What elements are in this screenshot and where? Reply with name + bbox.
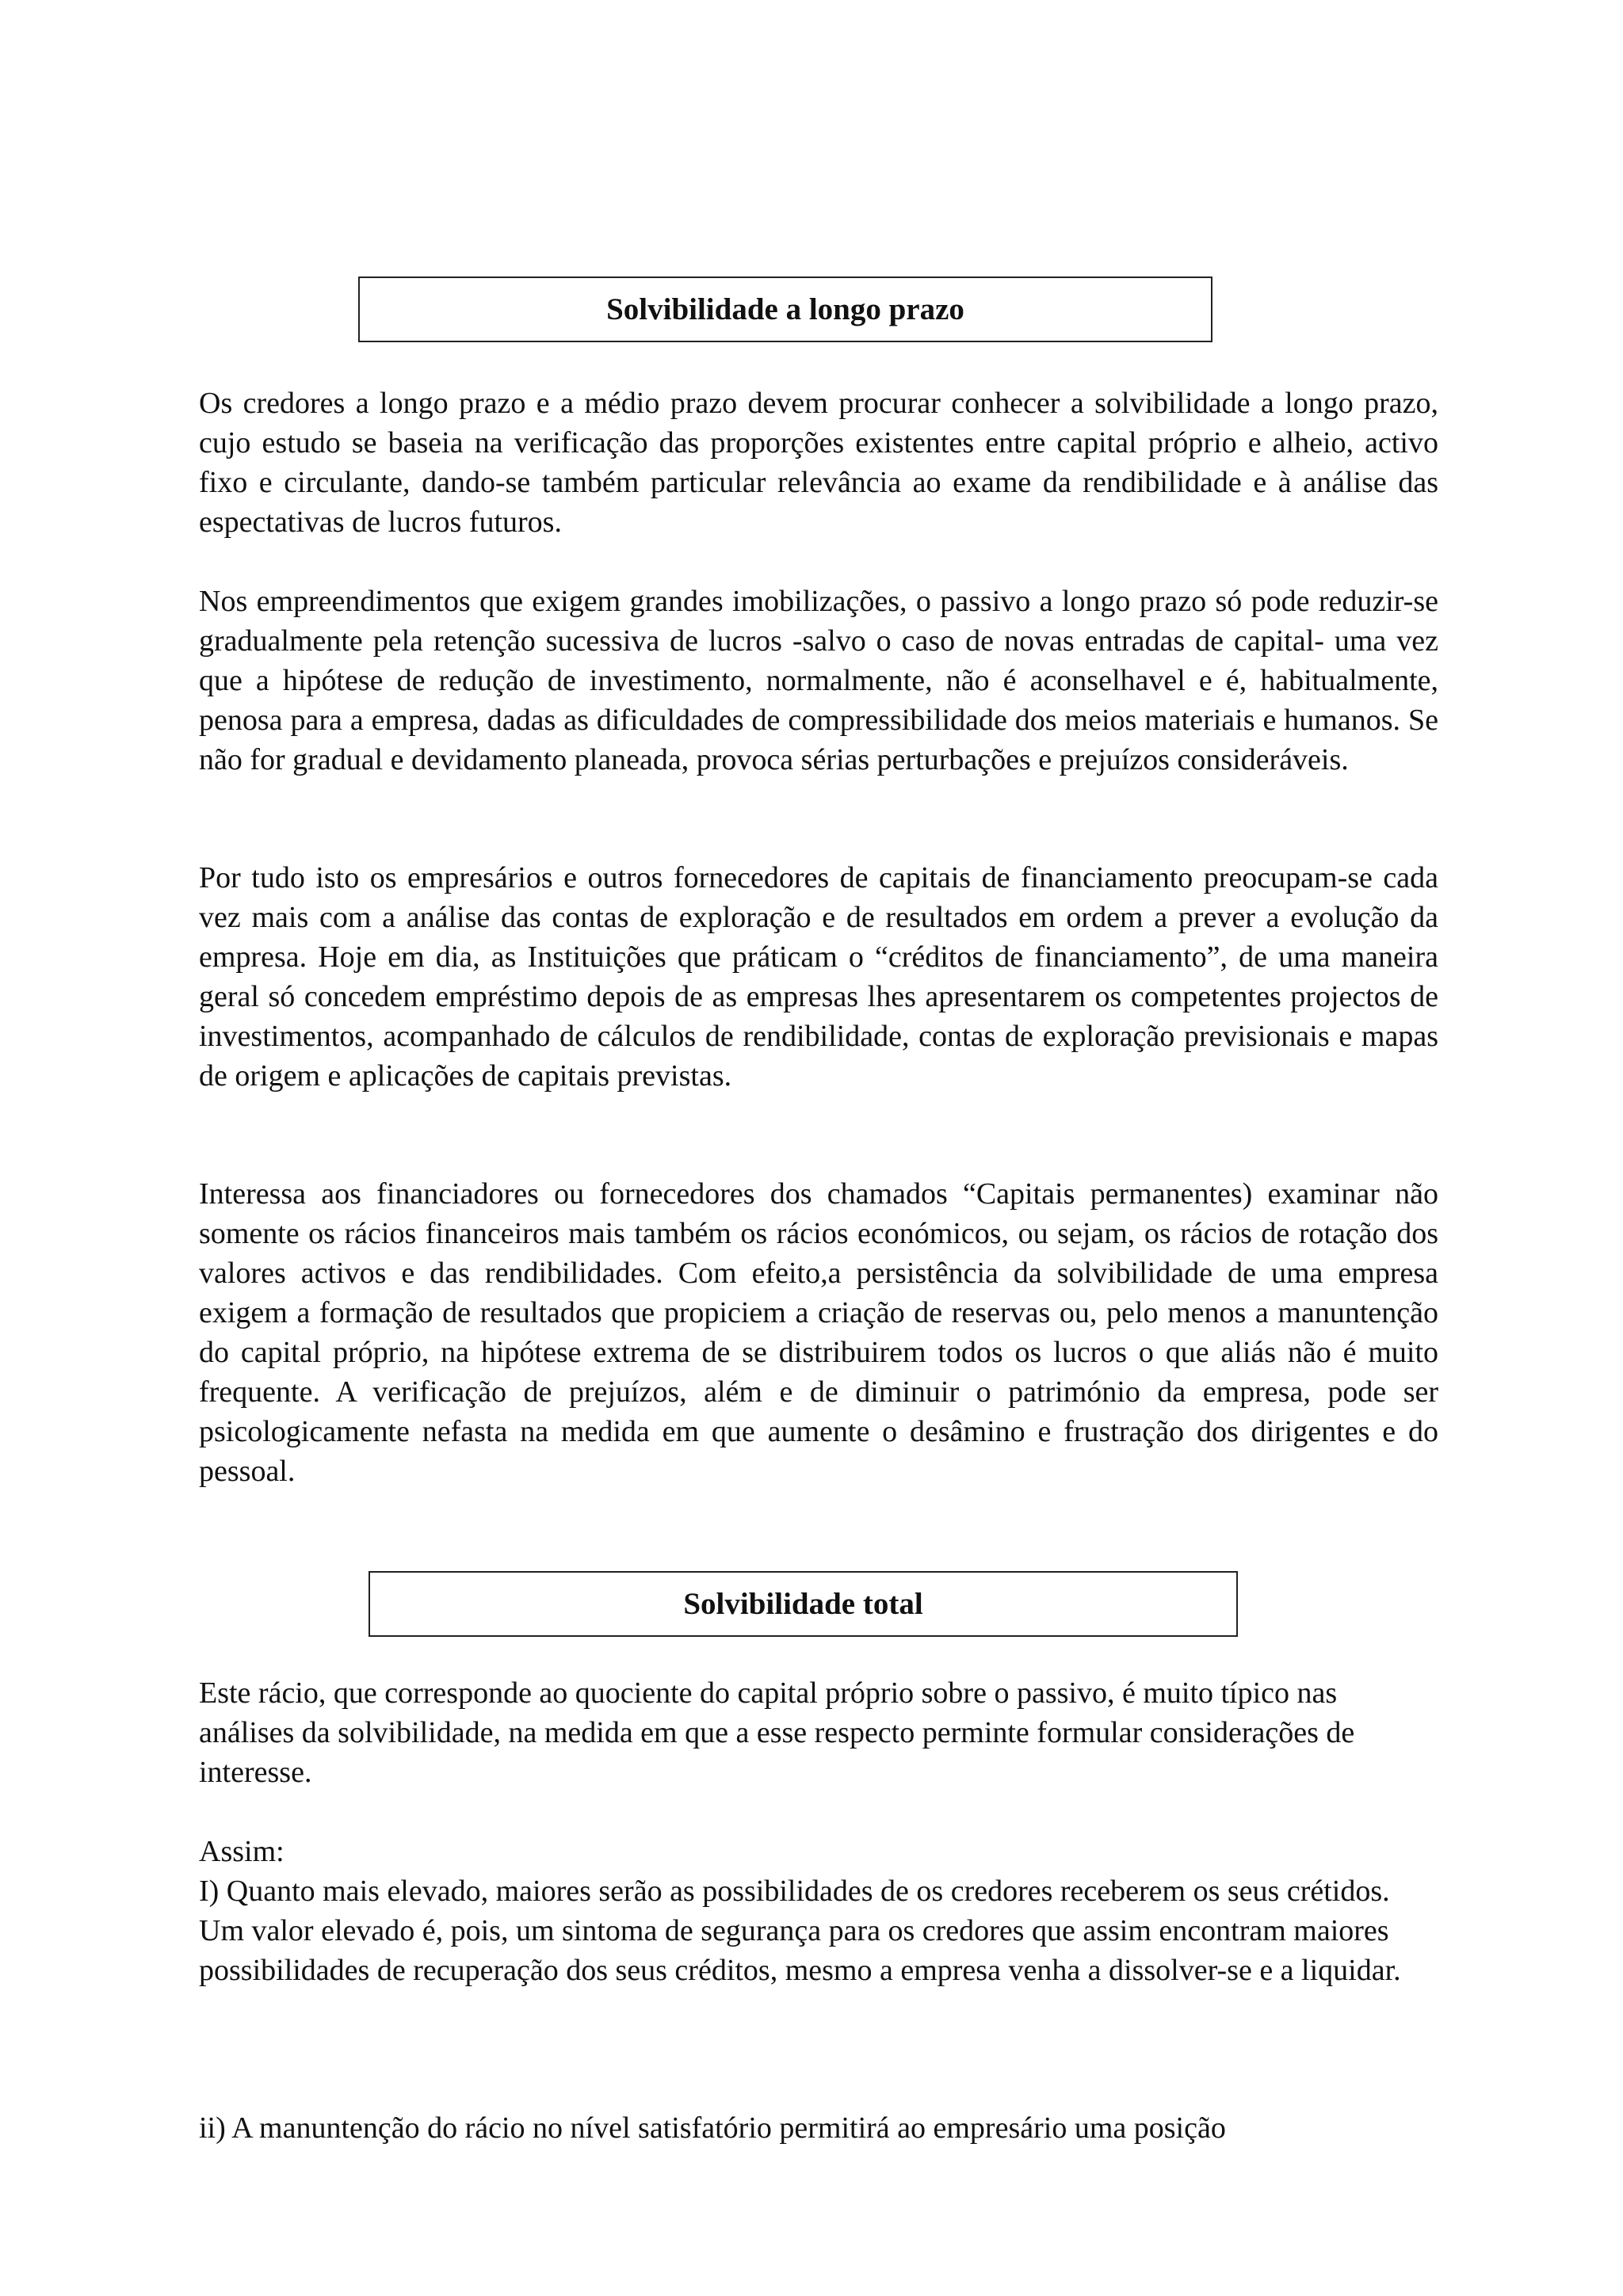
paragraph: Este rácio, que corresponde ao quociente do capital próprio sobre o passivo, é muito típico nas análises da solvibilidade, na medida em que a esse respecto perminte formular considerações de interesse. — [199, 1676, 1355, 1789]
paragraph: Assim: I) Quanto mais elevado, maiores serão as possibilidades de os credores receberem os seus crétidos. Um valor elevado é, pois, um sintoma de segurança para os credores que assim encontram maiores possibilidades de recuperação dos seus créditos, mesmo a empresa venha a dissolver-se e a liquidar. — [199, 1835, 1401, 1987]
paragraph: Os credores a longo prazo e a médio prazo devem procurar conhecer a solvibilidade a longo prazo, cujo estudo se baseia na verificação das proporções existentes entre capital próprio e alheio, activo fixo e circulante, dando-se também particular relevância ao exame da rendibilidade e à análise das espectativas de lucros futuros. — [199, 387, 1438, 539]
paragraph: ii) A manuntenção do rácio no nível satisfatório permitirá ao empresário uma posição — [199, 2111, 1226, 2145]
section-heading-text: Solvibilidade total — [683, 1587, 923, 1621]
section-heading-long-term-solvency — [358, 277, 1212, 342]
section-heading-total-solvency — [369, 1571, 1238, 1637]
paragraph: Nos empreendimentos que exigem grandes imobilizações, o passivo a longo prazo só pode reduzir-se gradualmente pela retenção sucessiva de lucros -salvo o caso de novas entradas de capital- uma vez que a hipótese de redução de investimento, normalmente, não é aconselhavel e é, habitualmente, penosa para a empresa, dadas as dificuldades de compressibilidade dos meios materiais e humanos. Se não for gradual e devidamento planeada, provoca sérias perturbações e prejuízos consideráveis. — [199, 585, 1438, 776]
section-heading-text: Solvibilidade a longo prazo — [606, 292, 964, 326]
paragraph: Interessa aos financiadores ou fornecedores dos chamados “Capitais permanentes) examinar não somente os rácios financeiros mais também os rácios económicos, ou sejam, os rácios de rotação dos valores activos e das rendibilidades. Com efeito,a persistência da solvibilidade de uma empresa exigem a formação de resultados que propiciem a criação de reservas ou, pelo menos a manuntenção do capital próprio, na hipótese extrema de se distribuirem todos os lucros o que aliás não é muito frequente. A verificação de prejuízos, além e de diminuir o património da empresa, pode ser psicologicamente nefasta na medida em que aumente o desâmino e frustração dos dirigentes e do pessoal. — [199, 1177, 1438, 1488]
paragraph: Por tudo isto os empresários e outros fornecedores de capitais de financiamento preocupam-se cada vez mais com a análise das contas de exploração e de resultados em ordem a prever a evolução da empresa. Hoje em dia, as Instituições que práticam o “créditos de financiamento”, de uma maneira geral só concedem empréstimo depois de as empresas lhes apresentarem os competentes projectos de investimentos, acompanhado de cálculos de rendibilidade, contas de exploração previsionais e mapas de origem e aplicações de capitais previstas. — [199, 861, 1438, 1093]
